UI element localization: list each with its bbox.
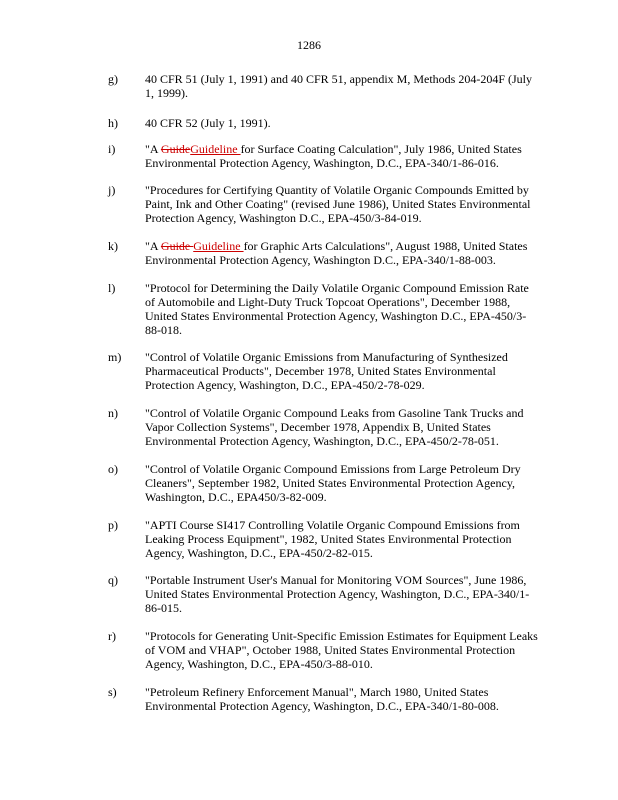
list-item-k [108, 239, 538, 267]
item-text: "APTI Course SI417 Controlling Volatile Organic Compound Emissions from Leaking Process Equipment", 1982, United States Environmental Protection Agency, Washington, D.C., EPA-450/2-82-015. [145, 518, 520, 560]
item-text: "Procedures for Certifying Quantity of Volatile Organic Compounds Emitted by Paint, Ink and Other Coating" (revised June 1986), United States Environmental Protection Agency, Washington D.C., EPA-450/3-84-019. [145, 183, 531, 225]
item-text-post: for Surface Coating Calculation", July 1986, United States Environmental Protection Agency, Washington, D.C., EPA-340/1-86-016. [145, 142, 522, 170]
list-item-r [108, 629, 538, 671]
list-item-q [108, 573, 538, 615]
list-item-j [108, 183, 538, 225]
item-text [145, 142, 538, 170]
list-item-m [108, 350, 538, 392]
item-text-post: for Graphic Arts Calculations", August 1988, United States Environmental Protection Agency, Washington D.C., EPA-340/1-88-003. [145, 239, 528, 267]
item-text-pre: "A [145, 239, 161, 253]
item-label: g) [108, 72, 118, 86]
item-text: "Control of Volatile Organic Emissions from Manufacturing of Synthesized Pharmaceutical Products", December 1978, United States Environmental Protection Agency, Washington, D.C., EPA-450/2-78-029. [145, 350, 508, 392]
item-label: r) [108, 629, 116, 643]
list-item-o [108, 462, 538, 504]
deleted-text: Guide [160, 142, 191, 156]
item-label: p) [108, 518, 118, 532]
item-label: o) [108, 462, 118, 476]
list-item-s [108, 685, 538, 713]
item-label: h) [108, 116, 118, 130]
inserted-text: Guideline [190, 142, 241, 156]
item-label: m) [108, 350, 122, 364]
list-item-h [108, 116, 538, 130]
item-label: i) [108, 142, 116, 156]
list-item-n [108, 406, 538, 448]
list-item-g [108, 72, 538, 100]
page-number: 1286 [297, 38, 321, 52]
item-label: n) [108, 406, 118, 420]
item-text: "Control of Volatile Organic Compound Leaks from Gasoline Tank Trucks and Vapor Collection Systems", December 1978, Appendix B, United States Environmental Protection Agency, Washington, D.C., EPA-450/2-78-051. [145, 406, 524, 448]
item-label: s) [108, 685, 117, 699]
item-label: k) [108, 239, 118, 253]
item-text: 40 CFR 51 (July 1, 1991) and 40 CFR 51, appendix M, Methods 204-204F (July 1, 1999). [145, 72, 533, 100]
list-item-l [108, 281, 538, 337]
item-text: 40 CFR 52 (July 1, 1991). [145, 116, 271, 130]
deleted-text: Guide [160, 239, 194, 253]
list-item-p [108, 518, 538, 560]
inserted-text: Guideline [193, 239, 244, 253]
item-text-pre: "A [145, 142, 161, 156]
item-label: q) [108, 573, 118, 587]
item-text: "Protocol for Determining the Daily Volatile Organic Compound Emission Rate of Automobile and Light-Duty Truck Topcoat Operations", December 1988, United States Environmental Protection Agency, Washington D.C., EPA-450/3-88-018. [145, 281, 529, 337]
item-label: l) [108, 281, 116, 295]
list-item-i [108, 142, 538, 170]
item-text: "Protocols for Generating Unit-Specific Emission Estimates for Equipment Leaks of VOM and VHAP", October 1988, United States Environmental Protection Agency, Washington, D.C., EPA-450/3-88-010. [145, 629, 538, 671]
item-text: "Portable Instrument User's Manual for Monitoring VOM Sources", June 1986, United States Environmental Protection Agency, Washington, D.C., EPA-340/1-86-015. [145, 573, 530, 615]
item-text: "Petroleum Refinery Enforcement Manual", March 1980, United States Environmental Protection Agency, Washington, D.C., EPA-340/1-80-008. [145, 685, 499, 713]
item-text [145, 239, 538, 267]
item-label: j) [108, 183, 116, 197]
item-text: "Control of Volatile Organic Compound Emissions from Large Petroleum Dry Cleaners", September 1982, United States Environmental Protection Agency, Washington, D.C., EPA450/3-82-009. [145, 462, 521, 504]
